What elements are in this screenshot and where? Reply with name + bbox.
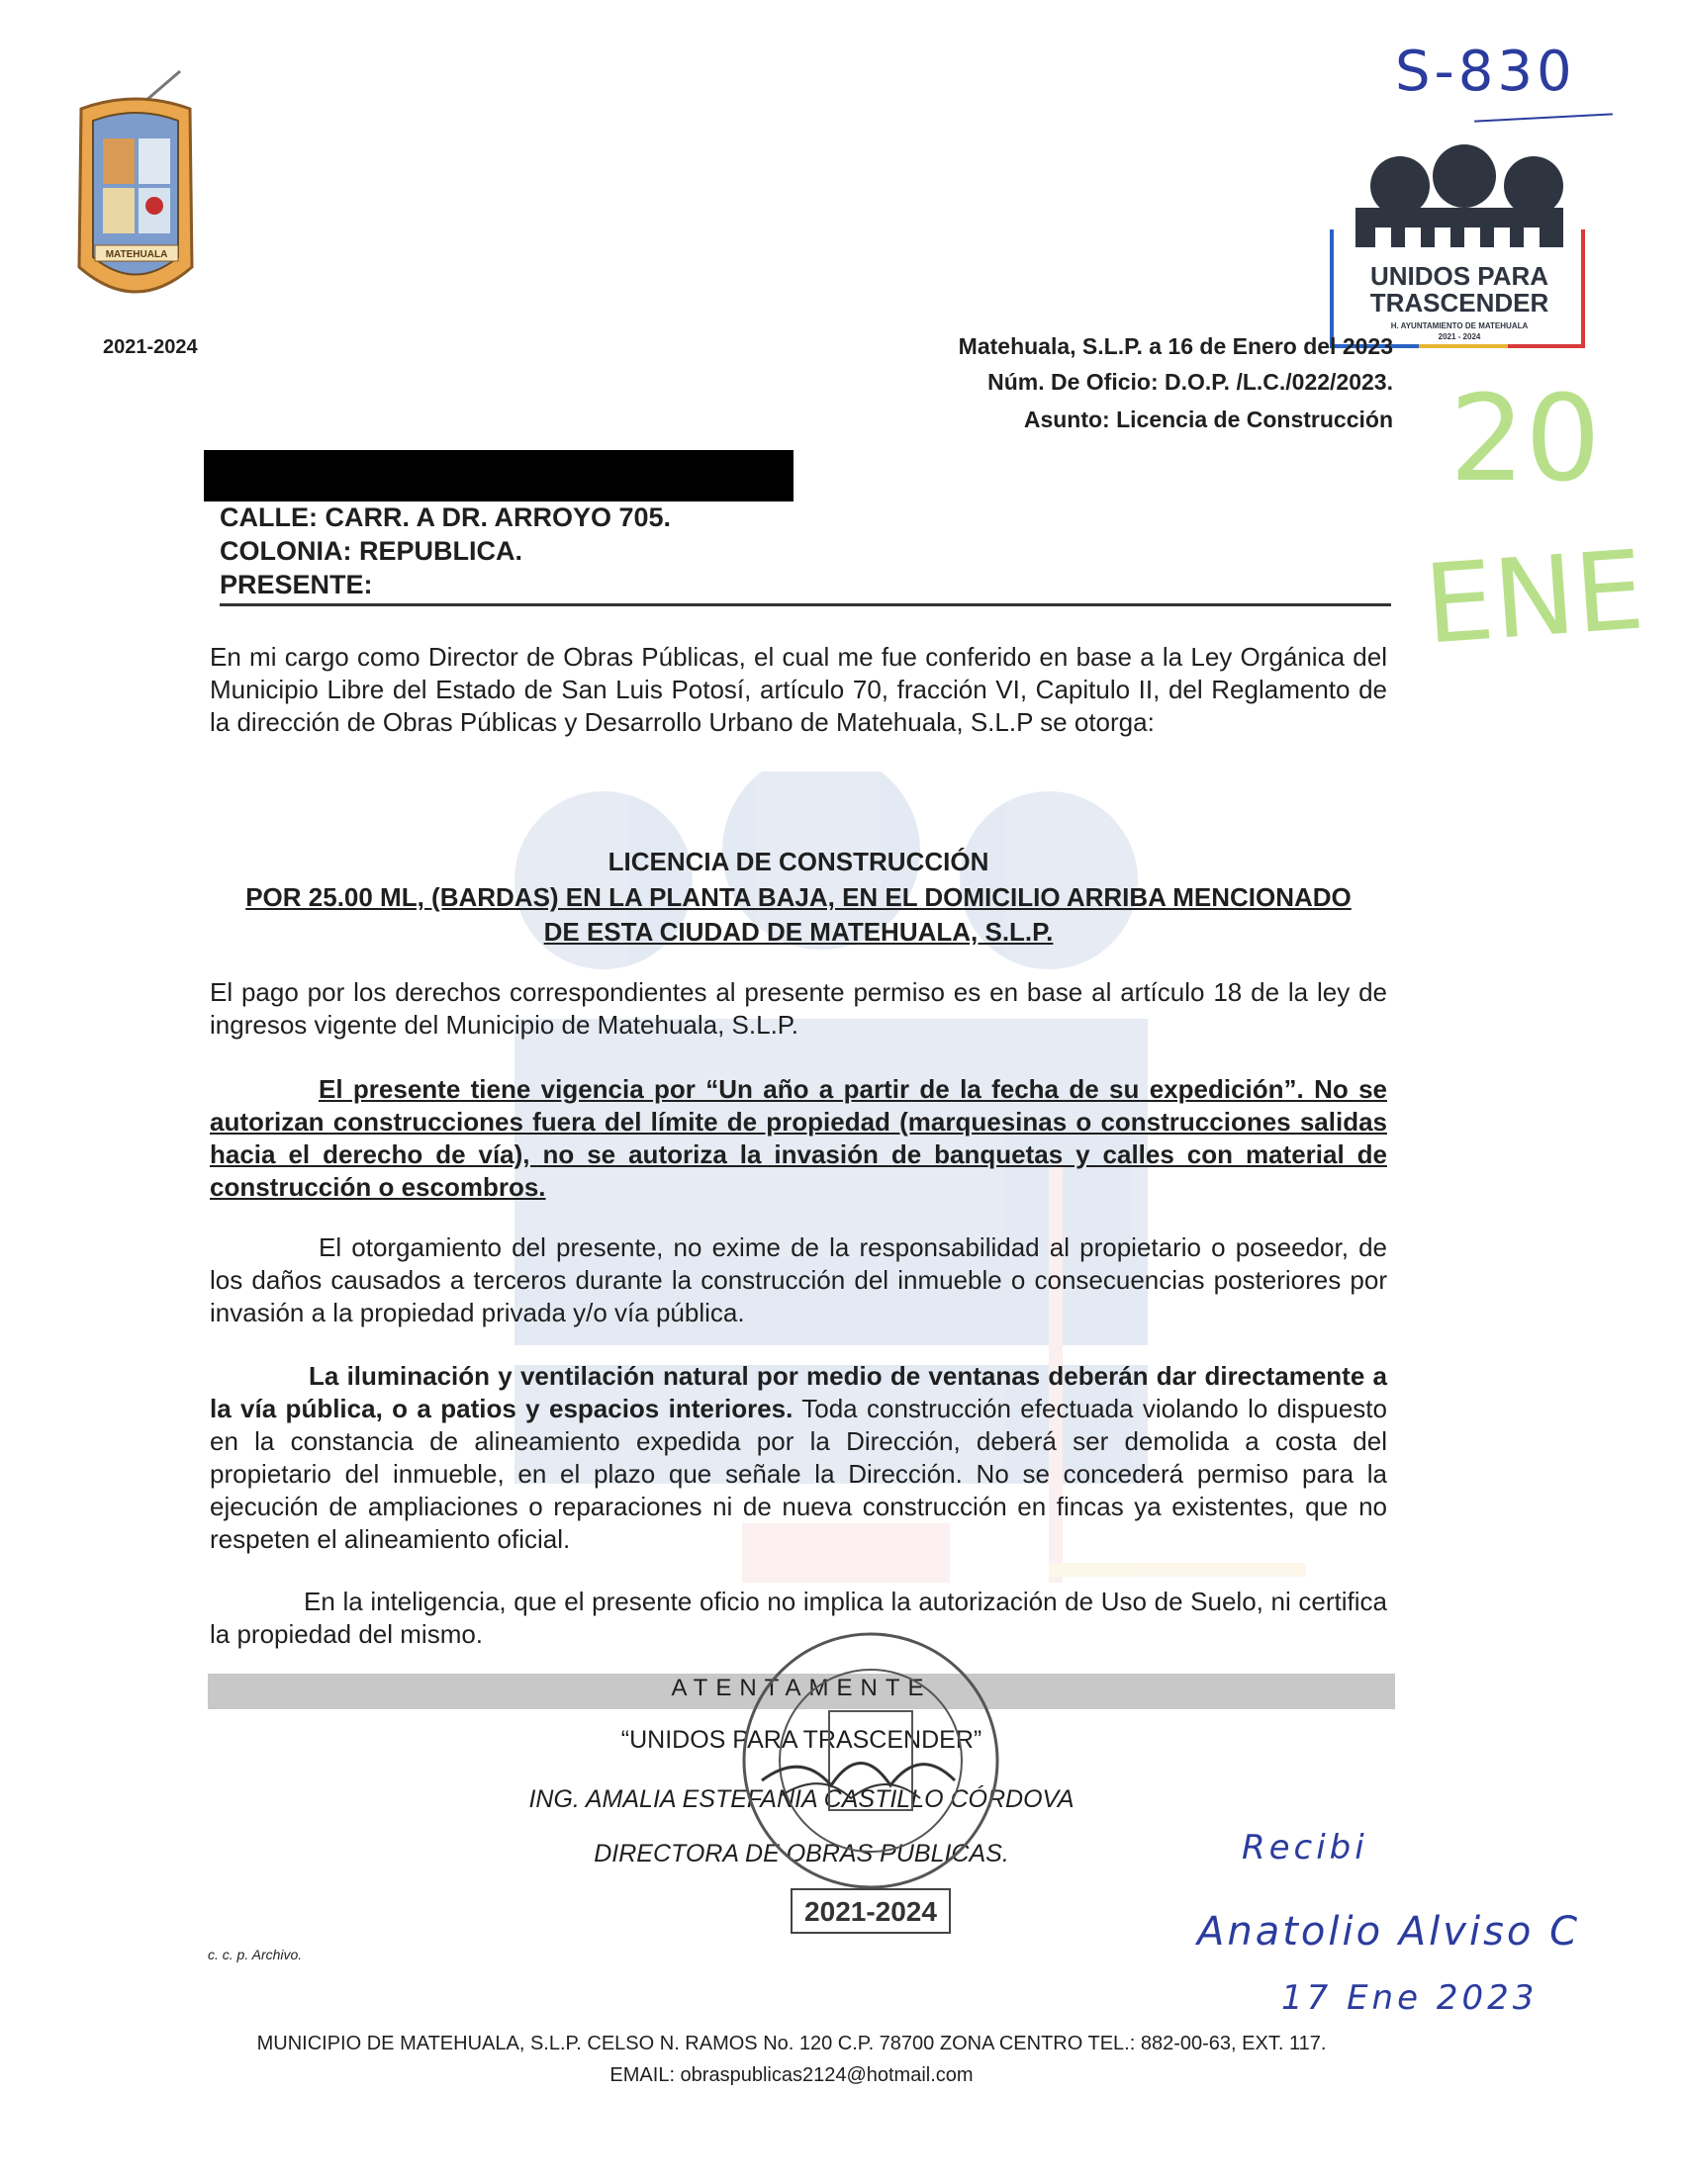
recipient-colonia: COLONIA: REPUBLICA. [220, 536, 522, 566]
handwritten-received-date: 17 Ene 2023 [1281, 1978, 1539, 2018]
place-and-date: Matehuala, S.L.P. a 16 de Enero del 2023 [958, 333, 1393, 359]
seal-period: 2021-2024 [804, 1896, 937, 1927]
closing-text: ATENTAMENTE [671, 1675, 932, 1701]
handwritten-reference-number: S-830 [1395, 40, 1576, 104]
handwritten-month: ENE [1420, 526, 1648, 669]
header-divider [220, 603, 1391, 606]
office-number: Núm. De Oficio: D.O.P. /L.C./022/2023. [987, 369, 1393, 395]
logo-line-3: H. AYUNTAMIENTO DE MATEHUALA [1390, 321, 1529, 330]
lighting-rest-text: Toda construcción efectuada violando lo dispuesto en la constancia de alineamiento expedida por la Dirección, deberá ser demolida a costa del propietario del inmueble, en el plazo que señale la Dirección. No se concederá permiso para la ejecución de ampliaciones o reparaciones ni de nueva construcción en fincas ya existentes, que no respeten el alineamiento oficial. [210, 1394, 1387, 1554]
recipient-presente: PRESENTE: [220, 570, 373, 599]
signatory-title: DIRECTORA DE OBRAS PUBLICAS. [594, 1840, 1009, 1867]
logo-line-2: TRASCENDER [1369, 288, 1549, 318]
handwritten-received-by: Anatolio Alviso C [1197, 1909, 1581, 1955]
subject: Asunto: Licencia de Construcción [1023, 407, 1393, 432]
recipient-street: CALLE: CARR. A DR. ARROYO 705. [220, 502, 672, 532]
signatory-name: ING. AMALIA ESTEFANIA CASTILLO CÓRDOVA [528, 1785, 1075, 1813]
redacted-recipient-name [204, 450, 794, 501]
lighting-paragraph [210, 1360, 1387, 1556]
validity-paragraph: El presente tiene vigencia por “Un año a partir de la fecha de su expedición”. No se autorizan construcciones fuera del límite de propiedad (marquesinas o construcciones salidas hacia el derecho de vía), no se autoriza la invasión de banquetas y calles con material de construcción o escombros. [210, 1074, 1387, 1202]
municipal-coat-of-arms-logo [71, 69, 200, 317]
license-description-line-1: POR 25.00 ML, (BARDAS) EN LA PLANTA BAJA, EN EL DOMICILIO ARRIBA MENCIONADO [245, 882, 1352, 912]
footer-address: MUNICIPIO DE MATEHUALA, S.L.P. CELSO N. RAMOS No. 120 C.P. 78700 ZONA CENTRO TEL.: 882-00-63, EXT. 117. [256, 2033, 1327, 2054]
administration-period: 2021-2024 [103, 336, 198, 358]
intro-paragraph: En mi cargo como Director de Obras Públicas, el cual me fue conferido en base a la Ley Orgánica del Municipio Libre del Estado de San Luis Potosí, artículo 70, fracción VI, Capitulo II, del Reglamento de la dirección de Obras Públicas y Desarrollo Urbano de Matehuala, S.L.P se otorga: [210, 642, 1387, 737]
license-title: LICENCIA DE CONSTRUCCIÓN [607, 847, 989, 876]
signature-slogan: “UNIDOS PARA TRASCENDER” [620, 1726, 982, 1754]
handwritten-received: Recibi [1242, 1828, 1368, 1867]
handwritten-day: 20 [1449, 371, 1601, 508]
land-use-paragraph: En la inteligencia, que el presente oficio no implica la autorización de Uso de Suelo, ni certifica la propiedad del mismo. [210, 1587, 1387, 1649]
coat-of-arms-label: MATEHUALA [105, 249, 168, 260]
official-seal [722, 1622, 1019, 1939]
footer-email: EMAIL: obraspublicas2124@hotmail.com [609, 2064, 974, 2086]
ccp-archive: c. c. p. Archivo. [208, 1947, 303, 1962]
responsibility-paragraph: El otorgamiento del presente, no exime de la responsabilidad al propietario o poseedor, de los daños causados a terceros durante la construcción del inmueble o consecuencias posteriores por invasión a la propiedad privada y/o vía pública. [210, 1232, 1387, 1327]
handwritten-underline [1474, 113, 1613, 122]
payment-paragraph: El pago por los derechos correspondientes al presente permiso es en base al artículo 18 de la ley de ingresos vigente del Municipio de Matehuala, S.L.P. [210, 977, 1387, 1040]
license-description-line-2: DE ESTA CIUDAD DE MATEHUALA, S.L.P. [543, 917, 1054, 947]
logo-line-1: UNIDOS PARA [1369, 261, 1549, 291]
lighting-bold-text: La iluminación y ventilación natural por medio de ventanas deberán dar directamente a la vía pública, o a patios y espacios interiores. [210, 1361, 1387, 1423]
logo-line-4: 2021 - 2024 [1438, 332, 1481, 341]
